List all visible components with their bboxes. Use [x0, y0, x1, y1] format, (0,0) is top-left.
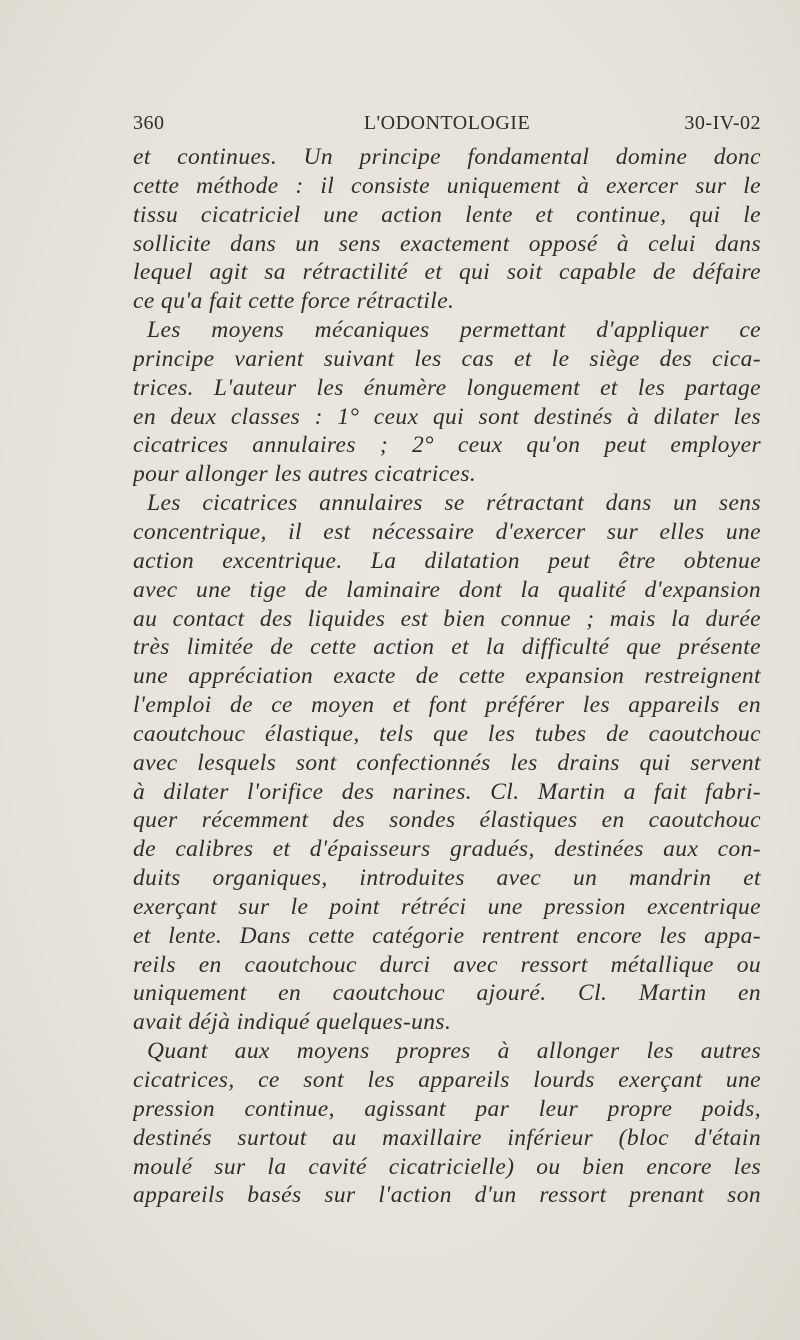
text-line: principe varient suivant les cas et le siège des cica- [133, 345, 761, 372]
text-line: cicatrices, ce sont les appareils lourds exerçant une [133, 1067, 761, 1093]
issue-date: 30-IV-02 [684, 112, 761, 134]
text-line: quer récemment des sondes élastiques en caoutchouc [133, 807, 761, 834]
text-line: tissu cicatriciel une action lente et continue, qui le [133, 201, 761, 228]
text-line: et continues. Un principe fondamental domine donc [133, 144, 761, 170]
text-line: pour allonger les autres cicatrices. [133, 461, 477, 488]
text-line: concentrique, il est nécessaire d'exercer sur elles une [133, 518, 761, 545]
text-line: action excentrique. La dilatation peut être obtenue [133, 547, 761, 574]
text-line: avec une tige de laminaire dont la qualité d'expansion [133, 576, 761, 603]
text-line: en deux classes : 1° ceux qui sont destinés à dilater les [133, 403, 761, 430]
text-line: avec lesquels sont confectionnés les drains qui servent [133, 749, 761, 776]
text-line: à dilater l'orifice des narines. Cl. Martin a fait fabri- [133, 778, 761, 805]
text-line: lequel agit sa rétractilité et qui soit capable de défaire [133, 259, 761, 286]
text-line: sollicite dans un sens exactement opposé à celui dans [133, 230, 761, 257]
body-text [133, 143, 761, 1210]
text-line: destinés surtout au maxillaire inférieur (bloc d'étain [133, 1124, 761, 1151]
journal-title: L'ODONTOLOGIE [363, 112, 531, 134]
text-line: trices. L'auteur les énumère longuement et les partage [133, 374, 761, 401]
text-line: l'emploi de ce moyen et font préférer les appareils en [133, 692, 761, 719]
text-line: une appréciation exacte de cette expansion restreignent [133, 663, 761, 690]
running-head [133, 112, 761, 142]
text-line: de calibres et d'épaisseurs gradués, destinées aux con- [133, 836, 761, 863]
text-line: Quant aux moyens propres à allonger les autres [147, 1038, 761, 1065]
text-line: et lente. Dans cette catégorie rentrent encore les appa- [133, 922, 761, 949]
text-line: pression continue, agissant par leur propre poids, [133, 1095, 761, 1122]
text-line: avait déjà indiqué quelques-uns. [133, 1009, 452, 1036]
page-number: 360 [133, 112, 165, 134]
text-line: Les moyens mécaniques permettant d'appliquer ce [147, 317, 761, 344]
text-line: Les cicatrices annulaires se rétractant dans un sens [147, 490, 761, 517]
text-line: caoutchouc élastique, tels que les tubes de caoutchouc [133, 720, 761, 747]
text-line: uniquement en caoutchouc ajouré. Cl. Martin en [133, 980, 761, 1007]
text-line: ce qu'a fait cette force rétractile. [133, 288, 455, 315]
text-line: exerçant sur le point rétréci une pression excentrique [133, 893, 761, 920]
text-line: appareils basés sur l'action d'un ressort prenant son [133, 1182, 761, 1209]
text-line: cicatrices annulaires ; 2° ceux qu'on peut employer [133, 432, 761, 459]
text-line: moulé sur la cavité cicatricielle) ou bien encore les [133, 1153, 761, 1180]
text-line: duits organiques, introduites avec un mandrin et [133, 865, 761, 892]
text-line: cette méthode : il consiste uniquement à exercer sur le [133, 172, 761, 199]
text-line: très limitée de cette action et la difficulté que présente [133, 634, 761, 661]
text-line: au contact des liquides est bien connue ; mais la durée [133, 605, 761, 632]
text-line: reils en caoutchouc durci avec ressort métallique ou [133, 951, 761, 978]
